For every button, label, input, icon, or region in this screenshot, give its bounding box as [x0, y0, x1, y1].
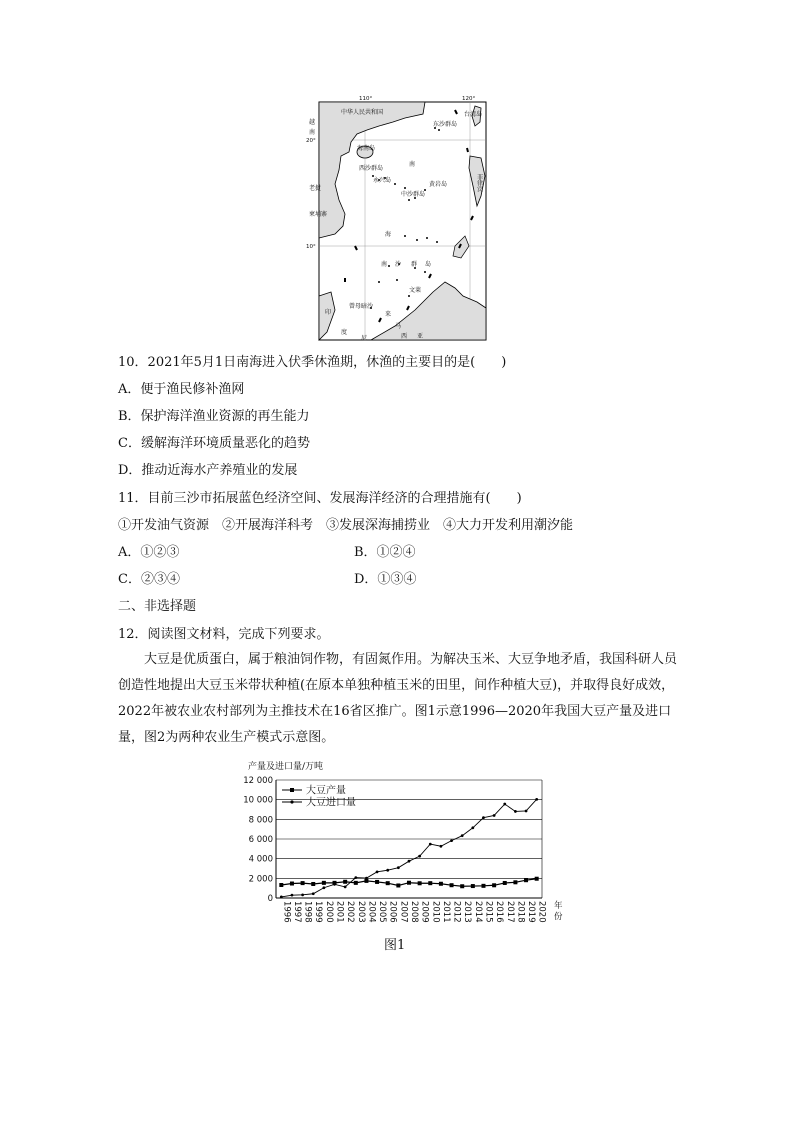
x-tick-label: 2008	[409, 901, 419, 923]
data-point	[418, 855, 421, 858]
x-tick-label: 1998	[302, 901, 313, 923]
y-tick-label: 12 000	[243, 776, 273, 786]
label-ya: 亚	[417, 333, 424, 340]
label-taiwan: 台湾岛	[464, 111, 483, 118]
data-point	[450, 839, 453, 842]
question-10-option-c: C．缓解海洋环境质量恶化的趋势	[118, 436, 310, 451]
question-11-option-c: C．②③④	[118, 572, 180, 587]
question-12-stem: 12．阅读图文材料，完成下列要求。	[118, 627, 330, 642]
label-ma: 马	[395, 323, 402, 330]
label-nan-vn: 南	[309, 129, 316, 136]
question-10-stem: 10．2021年5月1日南海进入伏季休渔期，休渔的主要目的是( )	[118, 355, 507, 370]
data-point	[354, 876, 357, 879]
data-point	[301, 881, 305, 885]
question-12-material	[118, 647, 678, 751]
data-point	[333, 883, 336, 886]
data-point	[503, 881, 507, 885]
data-point	[365, 877, 368, 880]
legend-label: 大豆进口量	[306, 797, 356, 809]
chart-ylabel: 产量及进口量/万吨	[248, 762, 324, 772]
chart-series	[279, 798, 538, 898]
legend-marker	[290, 800, 293, 803]
label-zhongsha: 中沙群岛	[401, 191, 426, 198]
x-tick-label: 2013	[462, 901, 473, 923]
question-10-option-b: B．保护海洋渔业资源的再生能力	[118, 409, 310, 424]
data-point	[386, 869, 389, 872]
x-tick-label: 2019	[526, 901, 537, 923]
label-huangyan: 黄岩岛	[429, 181, 448, 188]
y-tick-label: 8 000	[248, 815, 273, 826]
data-point	[322, 886, 325, 889]
data-point	[396, 883, 400, 887]
x-tick-label: 2004	[366, 901, 377, 923]
label-dongsha: 东沙群岛	[433, 121, 458, 128]
x-tick-label: 2000	[323, 901, 334, 923]
data-point	[291, 894, 294, 897]
question-11-option-b: B．①②④	[354, 545, 416, 560]
data-point	[439, 882, 443, 886]
label-du: 度	[341, 329, 348, 336]
x-tick-label: 2010	[430, 901, 441, 923]
label-jianpuzhai: 柬埔寨	[309, 211, 328, 218]
data-point	[408, 860, 411, 863]
label-xisha: 西沙群岛	[359, 165, 384, 172]
section-title: 二、非选择题	[118, 599, 197, 614]
x-tick-label: 1997	[291, 901, 302, 923]
data-point	[471, 826, 474, 829]
question-11-stem: 11．目前三沙市拓展蓝色经济空间、发展海洋经济的合理措施有( )	[118, 491, 522, 506]
x-tick-label: 2002	[345, 901, 356, 923]
data-point	[312, 892, 315, 895]
label-lai: 来	[385, 311, 392, 318]
data-point	[386, 881, 390, 885]
data-point	[481, 884, 485, 888]
data-point	[450, 883, 454, 887]
data-point	[525, 810, 528, 813]
label-philippines: 菲律宾	[475, 174, 483, 192]
data-point	[471, 884, 475, 888]
label-laowo: 老挝	[309, 185, 322, 192]
y-tick-label: 4 000	[248, 854, 273, 865]
chart-yticks	[243, 776, 273, 904]
label-yue: 越	[309, 119, 316, 126]
data-point	[440, 845, 443, 848]
chart-xlabel-nian: 年	[554, 901, 563, 911]
legend-label: 大豆产量	[306, 785, 346, 797]
label-yongxing: 永兴岛	[373, 177, 392, 184]
label-ni: 尼	[361, 335, 368, 342]
lon-tick-120: 120°	[462, 96, 476, 102]
label-nansha-3: 群	[411, 261, 418, 268]
data-point	[493, 814, 496, 817]
x-tick-label: 2017	[504, 901, 515, 923]
x-tick-label: 2001	[334, 901, 345, 923]
data-point	[280, 896, 283, 899]
question-10-option-d: D．推动近海水产养殖业的发展	[118, 463, 298, 478]
x-tick-label: 2020	[536, 901, 547, 923]
data-point	[344, 885, 347, 888]
x-tick-label: 2011	[440, 901, 451, 923]
y-tick-label: 10 000	[243, 795, 273, 806]
x-tick-label: 2005	[377, 901, 388, 923]
x-tick-label: 2015	[483, 901, 494, 923]
x-tick-label: 2014	[472, 901, 483, 923]
x-tick-label: 2009	[419, 901, 430, 923]
data-point	[322, 881, 326, 885]
data-point	[279, 883, 283, 887]
data-point	[301, 893, 304, 896]
data-point	[535, 798, 538, 801]
chart-legend	[282, 784, 356, 809]
x-tick-label: 2012	[451, 901, 462, 923]
label-hai: 海	[385, 231, 392, 238]
label-nansha-1: 南	[381, 261, 388, 268]
data-point	[514, 810, 517, 813]
data-point	[524, 878, 528, 882]
label-zengmu: 曾母暗沙	[349, 303, 374, 310]
label-hainan: 海南岛	[357, 145, 376, 152]
south-china-sea-map	[305, 96, 490, 342]
data-point	[397, 866, 400, 869]
label-nansha-4: 岛	[425, 261, 432, 268]
label-yin: 印	[325, 309, 332, 316]
x-tick-label: 1999	[313, 901, 324, 923]
x-tick-label: 1996	[281, 901, 292, 923]
y-tick-label: 2 000	[248, 874, 273, 885]
data-point	[376, 870, 379, 873]
y-tick-label: 0	[267, 894, 273, 904]
data-point	[492, 883, 496, 887]
x-tick-label: 2003	[355, 901, 366, 923]
label-nansha-2: 沙	[395, 261, 402, 268]
data-point	[375, 880, 379, 884]
x-tick-label: 2007	[398, 901, 409, 923]
data-point	[407, 881, 411, 885]
data-point	[429, 843, 432, 846]
data-point	[482, 816, 485, 819]
question-11-statements: ①开发油气资源 ②开展海洋科考 ③发展深海捕捞业 ④大力开发利用潮汐能	[118, 518, 574, 533]
label-wenlai: 文莱	[409, 287, 422, 294]
data-point	[535, 877, 539, 881]
data-point	[290, 882, 294, 886]
chart-xlabel-fen: 份	[554, 912, 563, 922]
data-point	[460, 884, 464, 888]
soybean-chart	[238, 760, 568, 930]
data-point	[513, 880, 517, 884]
x-tick-label: 2016	[494, 901, 505, 923]
question-11-option-d: D．①③④	[354, 572, 417, 587]
y-tick-label: 6 000	[248, 835, 273, 845]
question-10-option-a: A．便于渔民修补渔网	[118, 382, 245, 397]
data-point	[428, 881, 432, 885]
x-tick-label: 2018	[515, 901, 526, 923]
lat-tick-10: 10°	[306, 244, 316, 250]
legend-marker	[290, 788, 294, 792]
data-point	[503, 803, 506, 806]
label-nan: 南	[409, 161, 416, 168]
question-11-option-a: A．①②③	[118, 545, 180, 560]
figure-caption: 图1	[384, 938, 406, 953]
data-point	[461, 834, 464, 837]
label-china: 中华人民共和国	[341, 109, 384, 116]
data-point	[311, 882, 315, 886]
label-xi: 西	[401, 333, 408, 340]
data-point	[354, 881, 358, 885]
data-point	[343, 880, 347, 884]
x-tick-label: 2006	[387, 901, 398, 923]
chart-xticks	[281, 901, 546, 923]
lat-tick-20: 20°	[306, 138, 316, 144]
data-point	[418, 881, 422, 885]
lon-tick-110: 110°	[359, 96, 373, 102]
question-12-material-text: 大豆是优质蛋白，属于粮油饲作物，有固氮作用。为解决玉米、大豆争地矛盾，我国科研人员创造性地提出大豆玉米带状种植(在原本单独种植玉米的田里，间作种植大豆)，并取得良好成效，2022年被农业农村部列为主推技术在16省区推广。图1示意1996—2020年我国大豆产量及进口量，图2为两种农业生产模式示意图。	[118, 652, 678, 745]
